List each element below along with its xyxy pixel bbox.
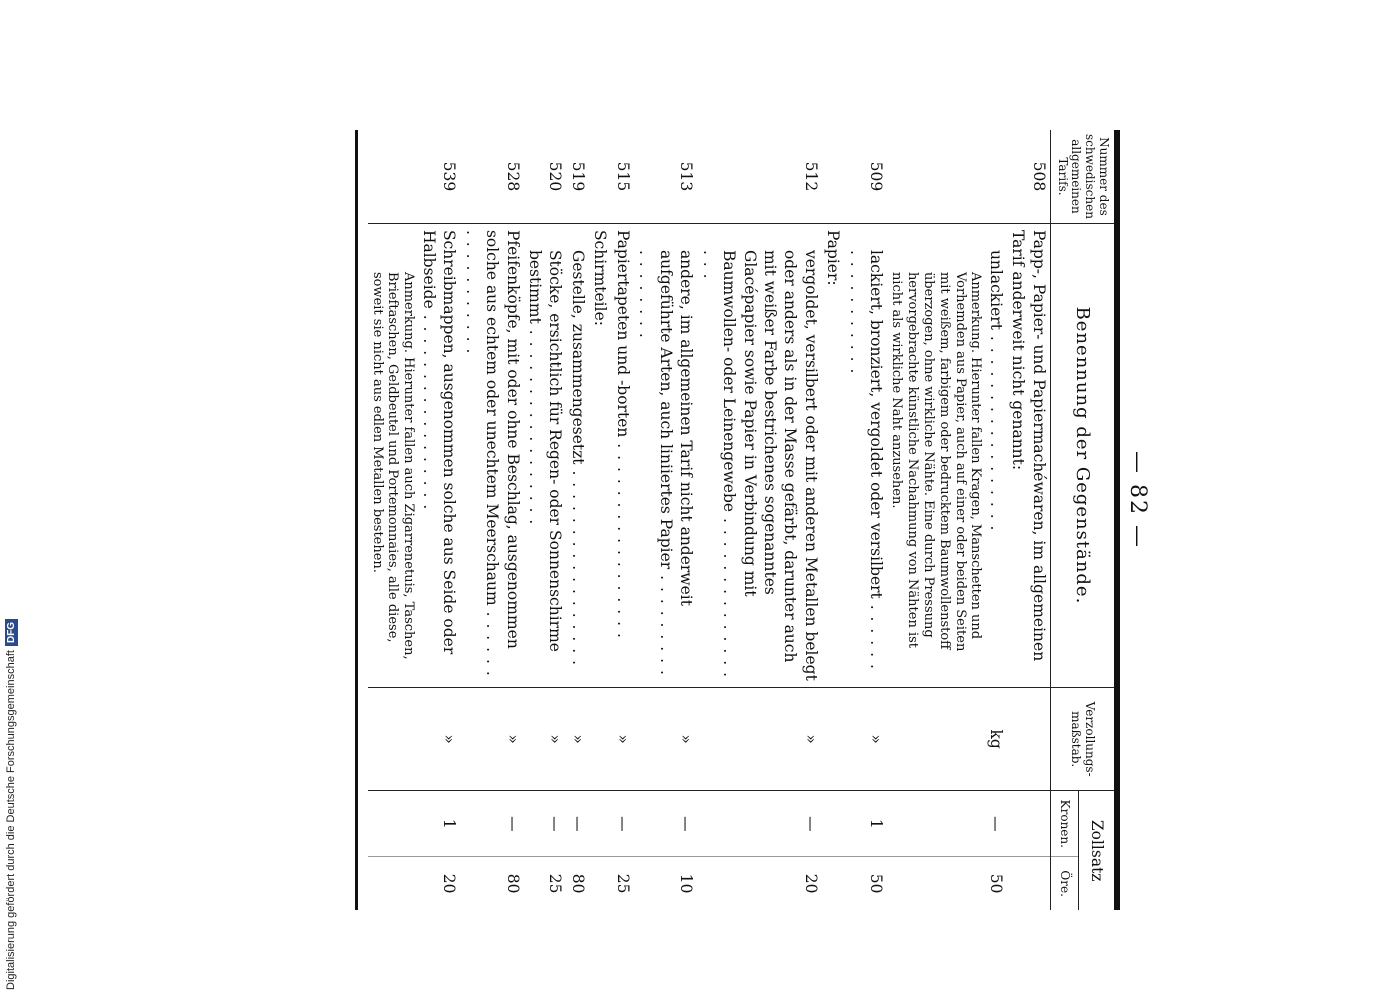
header-unit: Verzollungs-maßstab. xyxy=(1050,687,1117,790)
table-row xyxy=(844,130,887,910)
tariff-number: 512 xyxy=(697,130,822,223)
item-description: unlackiert . . . xyxy=(984,223,1006,687)
table-row xyxy=(697,130,822,910)
tariff-number: 515 xyxy=(611,130,633,223)
rate-kronen xyxy=(822,791,844,857)
tariff-number: 508 xyxy=(1007,130,1050,223)
rate-oere: 20 xyxy=(440,873,459,894)
item-description: Papiertapeten und -borten . . . xyxy=(611,223,633,687)
page-number: — 82 — xyxy=(1125,451,1150,549)
rate-oere xyxy=(887,857,984,910)
table-bottom-rule xyxy=(356,130,368,910)
item-description: Schirmteile: xyxy=(589,223,611,687)
tariff-number xyxy=(984,130,1006,223)
item-description: andere, im allgemeinen Tarif nicht anderweit aufgeführte Arten, auch liniiertes Papier . . . xyxy=(634,223,697,687)
duty-unit: » xyxy=(524,687,567,790)
rate-oere xyxy=(1007,857,1050,910)
rate-kronen xyxy=(887,791,984,857)
rate-kronen: — xyxy=(567,791,589,857)
tariff-number xyxy=(589,130,611,223)
table-row xyxy=(611,130,633,910)
duty-unit xyxy=(1007,687,1050,790)
table-row xyxy=(822,130,844,910)
duty-unit: » xyxy=(417,687,460,790)
duty-unit: » xyxy=(460,687,523,790)
rate-oere: 10 xyxy=(677,873,696,894)
footer xyxy=(0,0,22,1000)
rate-kronen xyxy=(589,791,611,857)
table-row xyxy=(984,130,1006,910)
rate-kronen: — xyxy=(524,791,567,857)
table-row xyxy=(1007,130,1050,910)
header-row xyxy=(1078,130,1117,910)
tariff-number: 528 xyxy=(460,130,523,223)
tariff-number: 509 xyxy=(844,130,887,223)
item-description: vergoldet, versilbert oder mit anderen Metallen belegt oder anders als in der Masse gefärbt, darunter auch mit weißer Farbe bestrichenes sogenanntes Glacépapier sowie Papier in Verbindung mit Baumwollen- oder Leinengewebe . . . xyxy=(697,223,822,687)
rate-kronen: — xyxy=(611,791,633,857)
table-row xyxy=(417,130,460,910)
tariff-number xyxy=(822,130,844,223)
footer-text: Digitalisierung gefördert durch die Deutsche Forschungsgemeinschaft xyxy=(5,650,17,990)
table-row xyxy=(368,130,418,910)
duty-unit: » xyxy=(844,687,887,790)
rate-kronen: — xyxy=(460,791,523,857)
duty-unit: » xyxy=(697,687,822,790)
rate-kronen: — xyxy=(984,791,1006,857)
duty-unit: kg xyxy=(984,687,1006,790)
duty-unit xyxy=(887,687,984,790)
duty-unit: » xyxy=(611,687,633,790)
tariff-number xyxy=(887,130,984,223)
rate-oere: 80 xyxy=(568,873,587,894)
rate-oere xyxy=(822,857,844,910)
rate-oere: 20 xyxy=(801,873,820,894)
table-row xyxy=(634,130,697,910)
rate-kronen xyxy=(368,791,418,857)
duty-unit: » xyxy=(634,687,697,790)
tariff-body xyxy=(356,130,1050,910)
rate-kronen: 1 xyxy=(417,791,460,857)
item-description: Papp-, Papier- und Papiermachéwaren, im allgemeinen Tarif anderweit nicht genannt: xyxy=(1007,223,1050,687)
tariff-number: 520 xyxy=(524,130,567,223)
rotated-page xyxy=(150,90,1150,910)
table-row xyxy=(887,130,984,910)
rate-kronen xyxy=(1007,791,1050,857)
header-name: Benennung der Gegenstände. xyxy=(1050,223,1117,687)
rate-kronen: — xyxy=(634,791,697,857)
tariff-table xyxy=(355,130,1120,910)
rate-oere: 25 xyxy=(613,873,632,894)
item-description: Pfeifenköpfe, mit oder ohne Beschlag, ausgenommen solche aus echtem oder unechtem Meerschaum . . . xyxy=(460,223,523,687)
duty-unit: » xyxy=(567,687,589,790)
duty-unit xyxy=(822,687,844,790)
item-description: lackiert, bronziert, vergoldet oder versilbert . . . xyxy=(844,223,887,687)
rate-oere: 25 xyxy=(546,873,565,894)
table-row xyxy=(567,130,589,910)
duty-unit xyxy=(589,687,611,790)
table-row xyxy=(460,130,523,910)
rate-kronen: 1 xyxy=(844,791,887,857)
item-description: Gestelle, zusammengesetzt . . . xyxy=(567,223,589,687)
item-description: Anmerkung. Hierunter fallen auch Zigarrenetuis, Taschen, Brieftaschen, Geldbeutel und Portemonnaies, alle diese, soweit sie nicht aus edlen Metallen bestehen. xyxy=(368,223,418,687)
rate-oere: 50 xyxy=(867,873,886,894)
item-description: Anmerkung. Hierunter fallen Kragen, Manschetten und Vorhemden aus Papier, auch auf einer oder beiden Seiten mit weißem, farbigem oder bedrucktem Baumwollenstoff überzogen, ohne wirkliche Nähte. Eine durch Pressung hervorgebrachte künstliche Nachahmung von Nähten ist nicht als wirkliche Naht anzusehen. xyxy=(887,223,984,687)
duty-unit xyxy=(368,687,418,790)
rate-oere xyxy=(368,857,418,910)
table-row xyxy=(524,130,567,910)
rate-kronen: — xyxy=(697,791,822,857)
item-description: Schreibmappen, ausgenommen solche aus Seide oder Halbseide . . . xyxy=(417,223,460,687)
header-oere: Öre. xyxy=(1050,857,1078,910)
header-kronen: Kronen. xyxy=(1050,791,1078,857)
tariff-number xyxy=(368,130,418,223)
rate-oere xyxy=(589,857,611,910)
header-number: Nummer des schwedischen allgemeinen Tarifs. xyxy=(1050,130,1117,223)
header-rate: Zollsatz xyxy=(1078,791,1117,910)
tariff-number: 539 xyxy=(417,130,460,223)
item-description: Stöcke, ersichtlich für Regen- oder Sonnenschirme bestimmt . . . xyxy=(524,223,567,687)
tariff-number: 519 xyxy=(567,130,589,223)
table-row xyxy=(589,130,611,910)
rate-oere: 50 xyxy=(986,873,1005,894)
tariff-number: 513 xyxy=(634,130,697,223)
dfg-logo: DFG xyxy=(5,619,18,646)
item-description: Papier: xyxy=(822,223,844,687)
rate-oere: 80 xyxy=(503,873,522,894)
